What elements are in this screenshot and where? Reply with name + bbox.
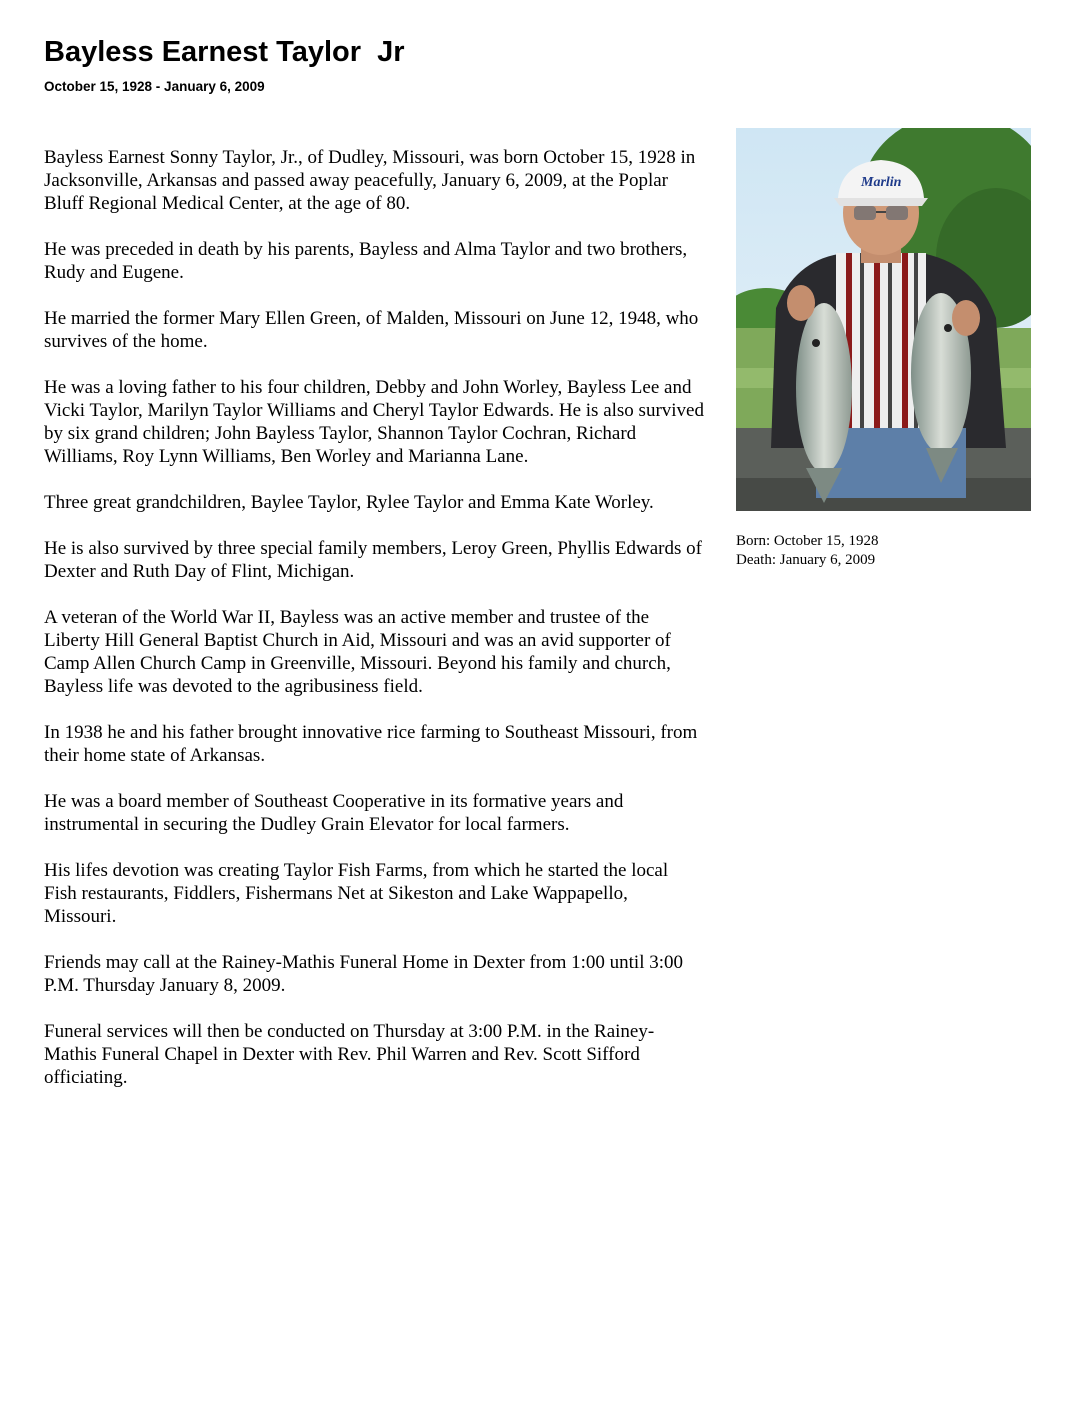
paragraph: A veteran of the World War II, Bayless was an active member and trustee of the Liberty Hill General Baptist Church in Aid, Missouri and was an avid supporter of Camp Allen Church Camp in Greenville, Missouri. Beyond his family and church, Bayless life was devoted to the agribusiness field. — [44, 607, 671, 697]
page-title: Bayless Earnest Taylor Jr — [44, 36, 405, 68]
obituary-body — [44, 146, 704, 1112]
paragraph: He married the former Mary Ellen Green, of Malden, Missouri on June 12, 1948, who survives of the home. — [44, 308, 699, 352]
paragraph: In 1938 he and his father brought innovative rice farming to Southeast Missouri, from their home state of Arkansas. — [44, 722, 698, 766]
death-date: Death: January 6, 2009 — [736, 552, 876, 568]
paragraph: He is also survived by three special family members, Leroy Green, Phyllis Edwards of Dexter and Ruth Day of Flint, Michigan. — [44, 538, 702, 582]
life-dates: October 15, 1928 - January 6, 2009 — [44, 79, 265, 94]
paragraph: Funeral services will then be conducted on Thursday at 3:00 P.M. in the Rainey-Mathis Funeral Chapel in Dexter with Rev. Phil Warren and Rev. Scott Sifford officiating. — [44, 1021, 655, 1088]
paragraph: Friends may call at the Rainey-Mathis Funeral Home in Dexter from 1:00 until 3:00 P.M. Thursday January 8, 2009. — [44, 952, 684, 996]
portrait-photo — [736, 128, 1031, 511]
cap-logo-text: Marlin — [861, 175, 902, 190]
born-date: Born: October 15, 1928 — [736, 533, 879, 549]
paragraph: His lifes devotion was creating Taylor Fish Farms, from which he started the local Fish restaurants, Fiddlers, Fishermans Net at Sikeston and Lake Wappapello, Missouri. — [44, 860, 669, 927]
paragraph: He was a loving father to his four children, Debby and John Worley, Bayless Lee and Vicki Taylor, Marilyn Taylor Williams and Cheryl Taylor Edwards. He is also survived by six grand children; John Bayless Taylor, Shannon Taylor Cochran, Richard Williams, Roy Lynn Williams, Ben Worley and Marianna Lane. — [44, 377, 704, 467]
paragraph: Bayless Earnest Sonny Taylor, Jr., of Dudley, Missouri, was born October 15, 1928 in Jacksonville, Arkansas and passed away peacefully, January 6, 2009, at the Poplar Bluff Regional Medical Center, at the age of 80. — [44, 147, 696, 214]
paragraph: He was preceded in death by his parents, Bayless and Alma Taylor and two brothers, Rudy and Eugene. — [44, 239, 688, 283]
photo-caption — [736, 532, 878, 570]
paragraph: Three great grandchildren, Baylee Taylor, Rylee Taylor and Emma Kate Worley. — [44, 492, 654, 513]
paragraph: He was a board member of Southeast Cooperative in its formative years and instrumental in securing the Dudley Grain Elevator for local farmers. — [44, 791, 624, 835]
